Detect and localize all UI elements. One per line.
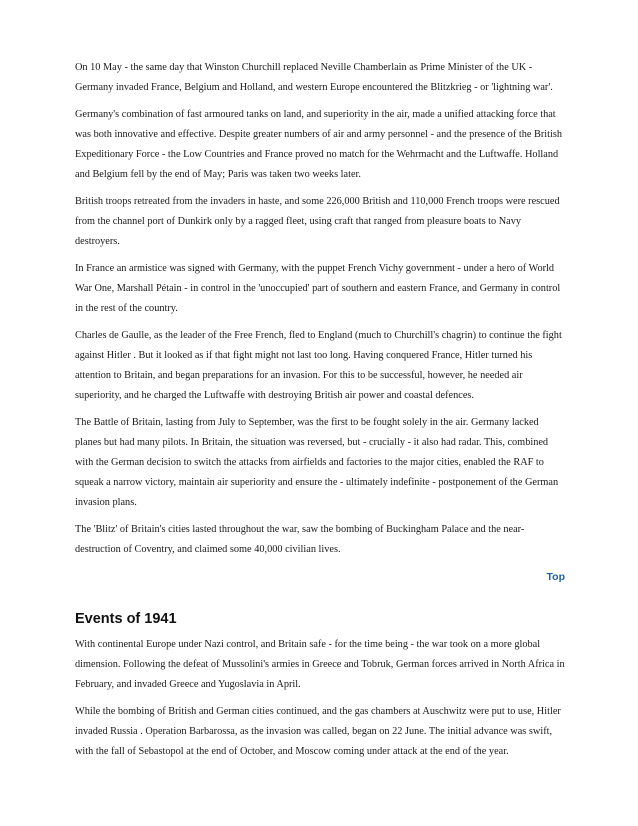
document-page	[75, 58, 565, 769]
paragraph-de-gaulle: Charles de Gaulle, as the leader of the Free French, fled to England (much to Churchill's chagrin) to continue the fight against Hitler . But it looked as if that fight might not last too long. Having conquered France, Hitler turned his attention to Britain, and began preparations for an invasion. For this to be successful, however, he needed air superiority, and he charged the Luftwaffe with destroying British air power and coastal defences.	[75, 330, 562, 401]
paragraph-blitzkrieg: Germany's combination of fast armoured tanks on land, and superiority in the air, made a unified attacking force that was both innovative and effective. Despite greater numbers of air and army personnel - and the presence of the British Expeditionary Force - the Low Countries and France proved no match for the Wehrmacht and the Luftwaffe. Holland and Belgium fell by the end of May; Paris was taken two weeks later.	[75, 109, 563, 180]
paragraph-blitz: The 'Blitz' of Britain's cities lasted throughout the war, saw the bombing of Buckingham Palace and the near-destruction of Coventry, and claimed some 40,000 civilian lives.	[75, 524, 525, 555]
top-link[interactable]: Top	[546, 571, 565, 583]
paragraph-dunkirk: British troops retreated from the invaders in haste, and some 226,000 British and 110,000 French troops were rescued from the channel port of Dunkirk only by a ragged fleet, using craft that ranged from pleasure boats to Navy destroyers.	[75, 196, 560, 247]
paragraph-armistice: In France an armistice was signed with Germany, with the puppet French Vichy government - under a hero of World War One, Marshall Pétain - in control in the 'unoccupied' part of southern and eastern France, and Germany in control in the rest of the country.	[75, 263, 561, 314]
paragraph-battle-of-britain: The Battle of Britain, lasting from July to September, was the first to be fought solely in the air. Germany lacked planes but had many pilots. In Britain, the situation was reversed, but - crucially - it also had radar. This, combined with the German decision to switch the attacks from airfields and factories to the major cities, enabled the RAF to squeak a narrow victory, maintain air superiority and ensure the - ultimately indefinite - postponement of the German invasion plans.	[75, 417, 559, 508]
section-heading: Events of 1941	[75, 611, 177, 627]
paragraph-global-war: With continental Europe under Nazi control, and Britain safe - for the time being - the war took on a more global dimension. Following the defeat of Mussolini's armies in Greece and Tobruk, German forces arrived in North Africa in February, and invaded Greece and Yugoslavia in April.	[75, 639, 565, 690]
section-1940	[75, 58, 565, 587]
paragraph-invasion: On 10 May - the same day that Winston Churchill replaced Neville Chamberlain as Prime Minister of the UK - Germany invaded France, Belgium and Holland, and western Europe encountered the Blitzkrieg - or 'lightning war'.	[75, 62, 553, 93]
section-1941	[75, 609, 565, 762]
paragraph-barbarossa: While the bombing of British and German cities continued, and the gas chambers at Auschwitz were put to use, Hitler invaded Russia . Operation Barbarossa, as the invasion was called, began on 22 June. The initial advance was swift, with the fall of Sebastopol at the end of October, and Moscow coming under attack at the end of the year.	[75, 706, 561, 757]
